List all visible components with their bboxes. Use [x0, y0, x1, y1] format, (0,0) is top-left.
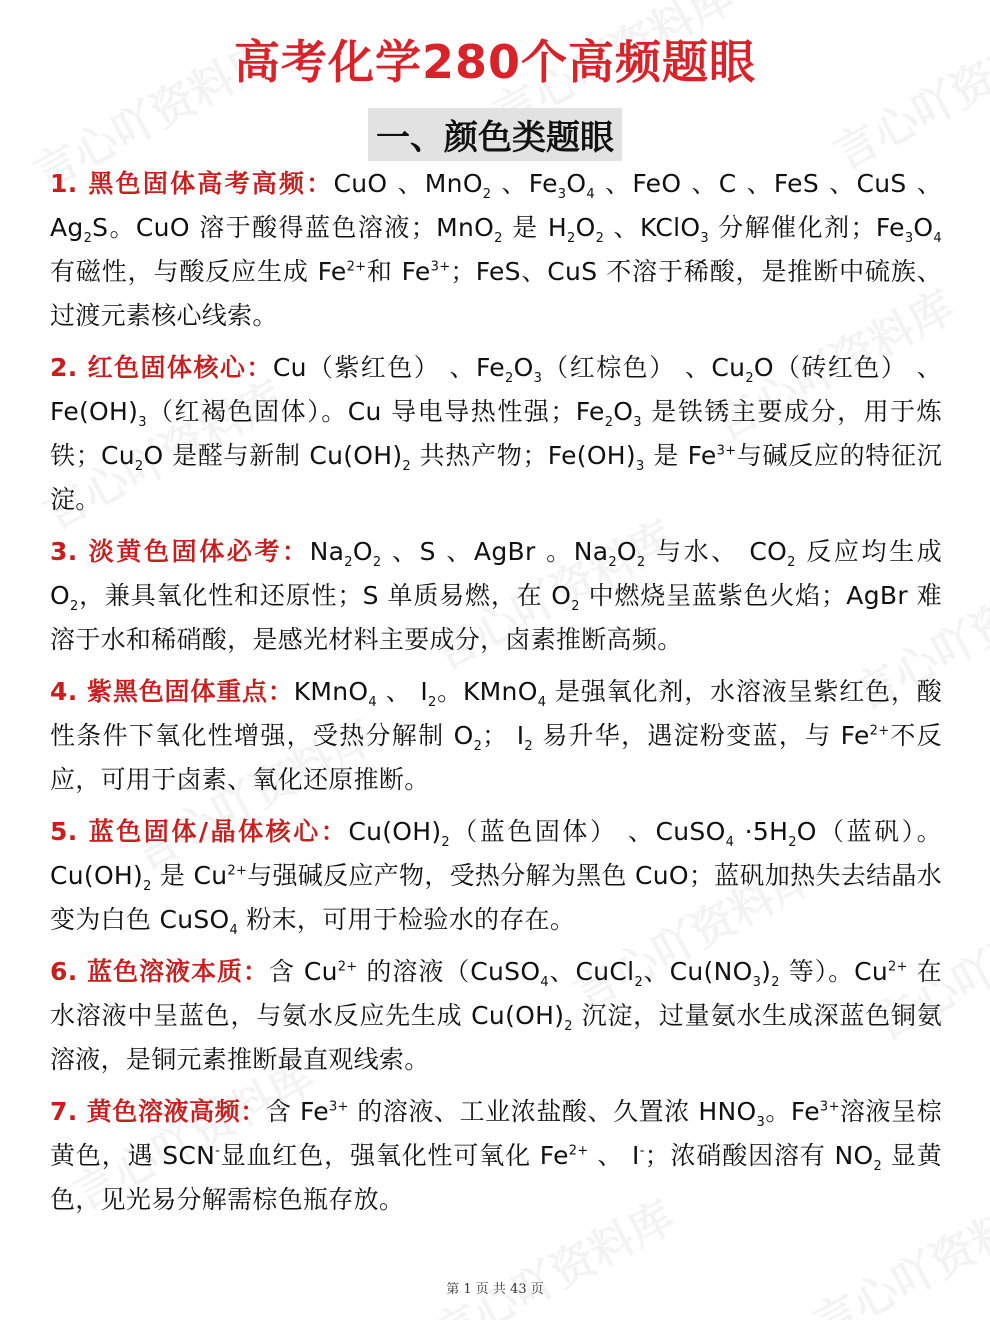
item-body: Cu（紫红色） 、$Fe_2O_3$（红棕色） 、$Cu_2O$（砖红色） 、$Fe(OH)_3$（红褐色固体）。Cu 导电导热性强；$Fe_2O_3$ 是铁锈主要成分，用于炼铁；$Cu_2O$ 是醛与新制 $Cu(OH)_2$ 共热产物；$Fe(OH)_3$ 是 $Fe^{3+}$与碱反应的特征沉淀。 [50, 353, 942, 514]
content-list [50, 162, 942, 1230]
list-item [50, 1090, 942, 1222]
item-body: CuO 、MnO$_2$ 、$Fe_3O_4$ 、FeO 、C 、FeS 、CuS 、$Ag_2S$。CuO 溶于酸得蓝色溶液；MnO$_2$ 是 $H_2O_2$ 、KClO$_3$ 分解催化剂；$Fe_3O_4$ 有磁性，与酸反应生成 $Fe^{2+}$和 $Fe^{3+}$；FeS、CuS 不溶于稀酸，是推断中硫族、过渡元素核心线索。 [50, 169, 943, 330]
item-body: $Cu(OH)_2$（蓝色固体） 、CuSO$_4$ $\cdot 5H_2O$（蓝矾）。$Cu(OH)_2$ 是 $Cu^{2+}$与强碱反应产物，受热分解为黑色 CuO；蓝矾加热失去结晶水变为白色 CuSO$_4$ 粉末，可用于检验水的存在。 [50, 817, 942, 938]
section-heading [0, 108, 990, 161]
item-heading: 4. 紫黑色固体重点： [50, 677, 294, 706]
item-heading: 1. 黑色固体高考高频： [50, 169, 334, 198]
list-item [50, 346, 942, 522]
item-heading: 6. 蓝色溶液本质： [50, 957, 269, 986]
item-heading: 7. 黄色溶液高频： [50, 1097, 266, 1126]
list-item [50, 810, 942, 942]
item-body: 含 $Fe^{3+}$ 的溶液、工业浓盐酸、久置浓 $HNO_3$。$Fe^{3+}$溶液呈棕黄色，遇 SCN-显血红色，强氧化性可氧化 $Fe^{2+}$ 、 I-；浓硝酸因溶有 $NO_2$ 显黄色，见光易分解需棕色瓶存放。 [50, 1097, 943, 1214]
item-heading: 5. 蓝色固体/晶体核心： [50, 817, 349, 846]
list-item [50, 530, 942, 662]
item-body: 含 $Cu^{2+}$ 的溶液（CuSO$_4$、CuCl$_2$、$Cu(NO_3)_2$ 等）。$Cu^{2+}$ 在水溶液中呈蓝色，与氨水反应先生成 $Cu(OH)_2$ 沉淀，过量氨水生成深蓝色铜氨溶液，是铜元素推断最直观线索。 [50, 957, 943, 1074]
section-title: 一、颜色类题眼 [368, 108, 622, 161]
item-heading: 3. 淡黄色固体必考： [50, 537, 310, 566]
item-body: $Na_2O_2$ 、S 、AgBr 。$Na_2O_2$ 与水、 $CO_2$ 反应均生成 $O_2$，兼具氧化性和还原性；S 单质易燃，在 $O_2$ 中燃烧呈蓝紫色火焰；AgBr 难溶于水和稀硝酸，是感光材料主要成分，卤素推断高频。 [50, 537, 943, 654]
page-footer: 第 1 页 共 43 页 [446, 1282, 544, 1297]
item-body: KMnO$_4$ 、 $I_2$。KMnO$_4$ 是强氧化剂，水溶液呈紫红色，酸性条件下氧化性增强，受热分解制 $O_2$； $I_2$ 易升华，遇淀粉变蓝，与 $Fe^{2+}$不反应，可用于卤素、氧化还原推断。 [50, 677, 943, 794]
item-heading: 2. 红色固体核心： [50, 353, 273, 382]
list-item [50, 670, 942, 802]
page-title: 高考化学280个高频题眼 [233, 35, 757, 89]
list-item [50, 950, 942, 1082]
list-item [50, 162, 942, 338]
